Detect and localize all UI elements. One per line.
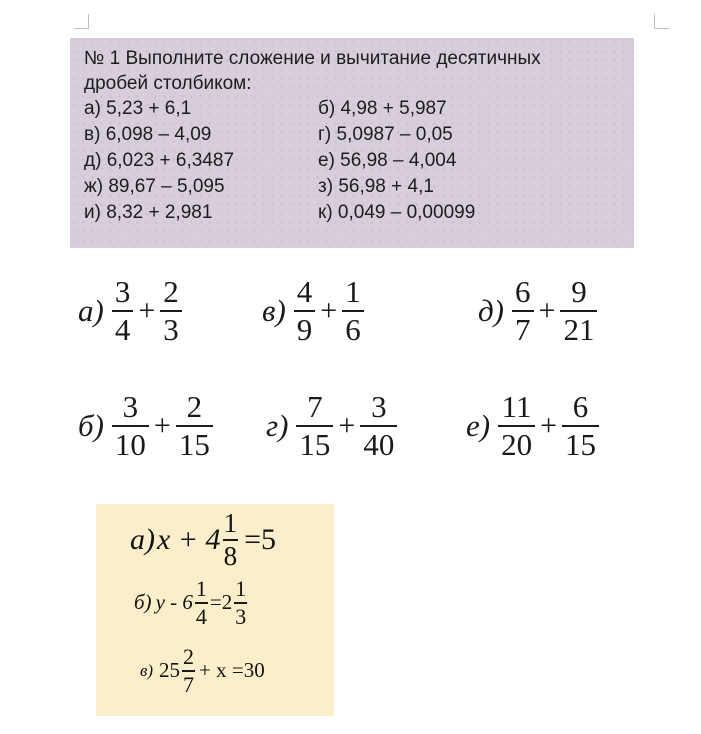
denominator: 15 [178, 426, 210, 462]
numerator: 11 [501, 389, 532, 424]
operator: + [538, 293, 556, 327]
fraction [562, 390, 599, 462]
fraction [234, 578, 247, 628]
numerator: 2 [183, 644, 195, 669]
equation-label: в) [140, 660, 154, 680]
equation-text: 25 [159, 658, 181, 683]
fraction [112, 390, 149, 462]
fraction-expr-e [466, 390, 601, 462]
denominator: 40 [363, 426, 395, 462]
fraction [195, 578, 208, 628]
fraction [296, 390, 333, 462]
equation-text: y - 6 [155, 590, 193, 615]
operator: + [138, 293, 156, 327]
numerator: 1 [223, 508, 238, 538]
task-1-item: в) 6,098 – 4,09 [84, 124, 212, 145]
task-1-item: е) 56,98 – 4,004 [318, 150, 457, 171]
operator: + [320, 293, 338, 327]
expr-label: е) [466, 407, 491, 443]
fraction [294, 275, 316, 347]
numerator: 3 [114, 274, 131, 309]
operator: + [540, 408, 558, 442]
task-1-item: г) 5,0987 – 0,05 [318, 124, 453, 145]
task-1-item: и) 8,32 + 2,981 [84, 202, 213, 223]
fraction [512, 275, 534, 347]
fraction [160, 275, 182, 347]
task-1-title-line2: дробей столбиком: [84, 73, 252, 94]
numerator: 6 [515, 274, 531, 309]
expr-label: г) [266, 407, 289, 443]
equation-text: =5 [244, 522, 276, 556]
numerator: 1 [195, 576, 207, 601]
task-1-items [84, 96, 624, 226]
denominator: 10 [114, 426, 146, 462]
fraction [112, 275, 134, 347]
equation-text: x + 4 [157, 522, 221, 556]
fraction [182, 646, 195, 696]
fraction [223, 510, 239, 570]
equation-a [130, 510, 276, 570]
fraction-expr-a [78, 275, 184, 347]
operator: + [338, 408, 356, 442]
task-1-item: д) 6,023 + 6,3487 [84, 150, 235, 171]
expr-label: а) [78, 292, 104, 328]
numerator: 7 [307, 389, 323, 424]
equation-text: =2 [209, 590, 233, 615]
task-1-title-line1: № 1 Выполните сложение и вычитание десятичных [84, 48, 541, 69]
denominator: 7 [515, 311, 531, 347]
denominator: 15 [299, 426, 331, 462]
fraction-expr-b [78, 390, 215, 462]
task-1-item: к) 0,049 – 0,00099 [318, 202, 476, 223]
task-1-item: ж) 89,67 – 5,095 [84, 176, 225, 197]
fraction [360, 390, 397, 462]
fraction [176, 390, 213, 462]
numerator: 1 [345, 274, 361, 309]
page-corner-mark-right [654, 14, 669, 29]
expr-label: в) [262, 292, 286, 328]
numerator: 3 [122, 389, 139, 424]
fraction-expr-v [262, 275, 366, 347]
operator: + [153, 408, 171, 442]
expr-label: б) [78, 407, 104, 443]
denominator: 6 [345, 311, 361, 347]
task-1-item: з) 56,98 + 4,1 [318, 176, 434, 197]
fraction [498, 390, 535, 462]
task-1-item: б) 4,98 + 5,987 [318, 98, 447, 119]
page-corner-mark-left [74, 14, 89, 29]
equation-b [134, 578, 249, 628]
task-1-item: а) 5,23 + 6,1 [84, 98, 192, 119]
equation-label: б) [134, 590, 152, 615]
equation-c [140, 646, 265, 696]
equation-label: а) [130, 522, 155, 556]
fraction [342, 275, 364, 347]
denominator: 4 [114, 311, 131, 347]
numerator: 3 [371, 389, 387, 424]
fraction-expr-g [266, 390, 399, 462]
numerator: 4 [296, 274, 313, 309]
equation-text: + x =30 [199, 658, 265, 683]
denominator: 9 [296, 311, 313, 347]
denominator: 15 [565, 426, 597, 462]
fraction [560, 275, 597, 347]
expr-label: д) [478, 292, 505, 328]
denominator: 8 [223, 540, 238, 571]
numerator: 6 [572, 389, 589, 424]
denominator: 4 [195, 603, 207, 629]
denominator: 21 [563, 311, 595, 347]
task-1-block [70, 38, 634, 248]
denominator: 3 [163, 311, 179, 347]
numerator: 2 [186, 389, 203, 424]
equations-block [96, 504, 334, 716]
fraction-expr-d [478, 275, 599, 347]
numerator: 1 [235, 576, 247, 601]
denominator: 20 [501, 426, 533, 462]
numerator: 9 [571, 274, 587, 309]
denominator: 7 [183, 671, 195, 697]
denominator: 3 [235, 603, 247, 629]
numerator: 2 [163, 274, 179, 309]
